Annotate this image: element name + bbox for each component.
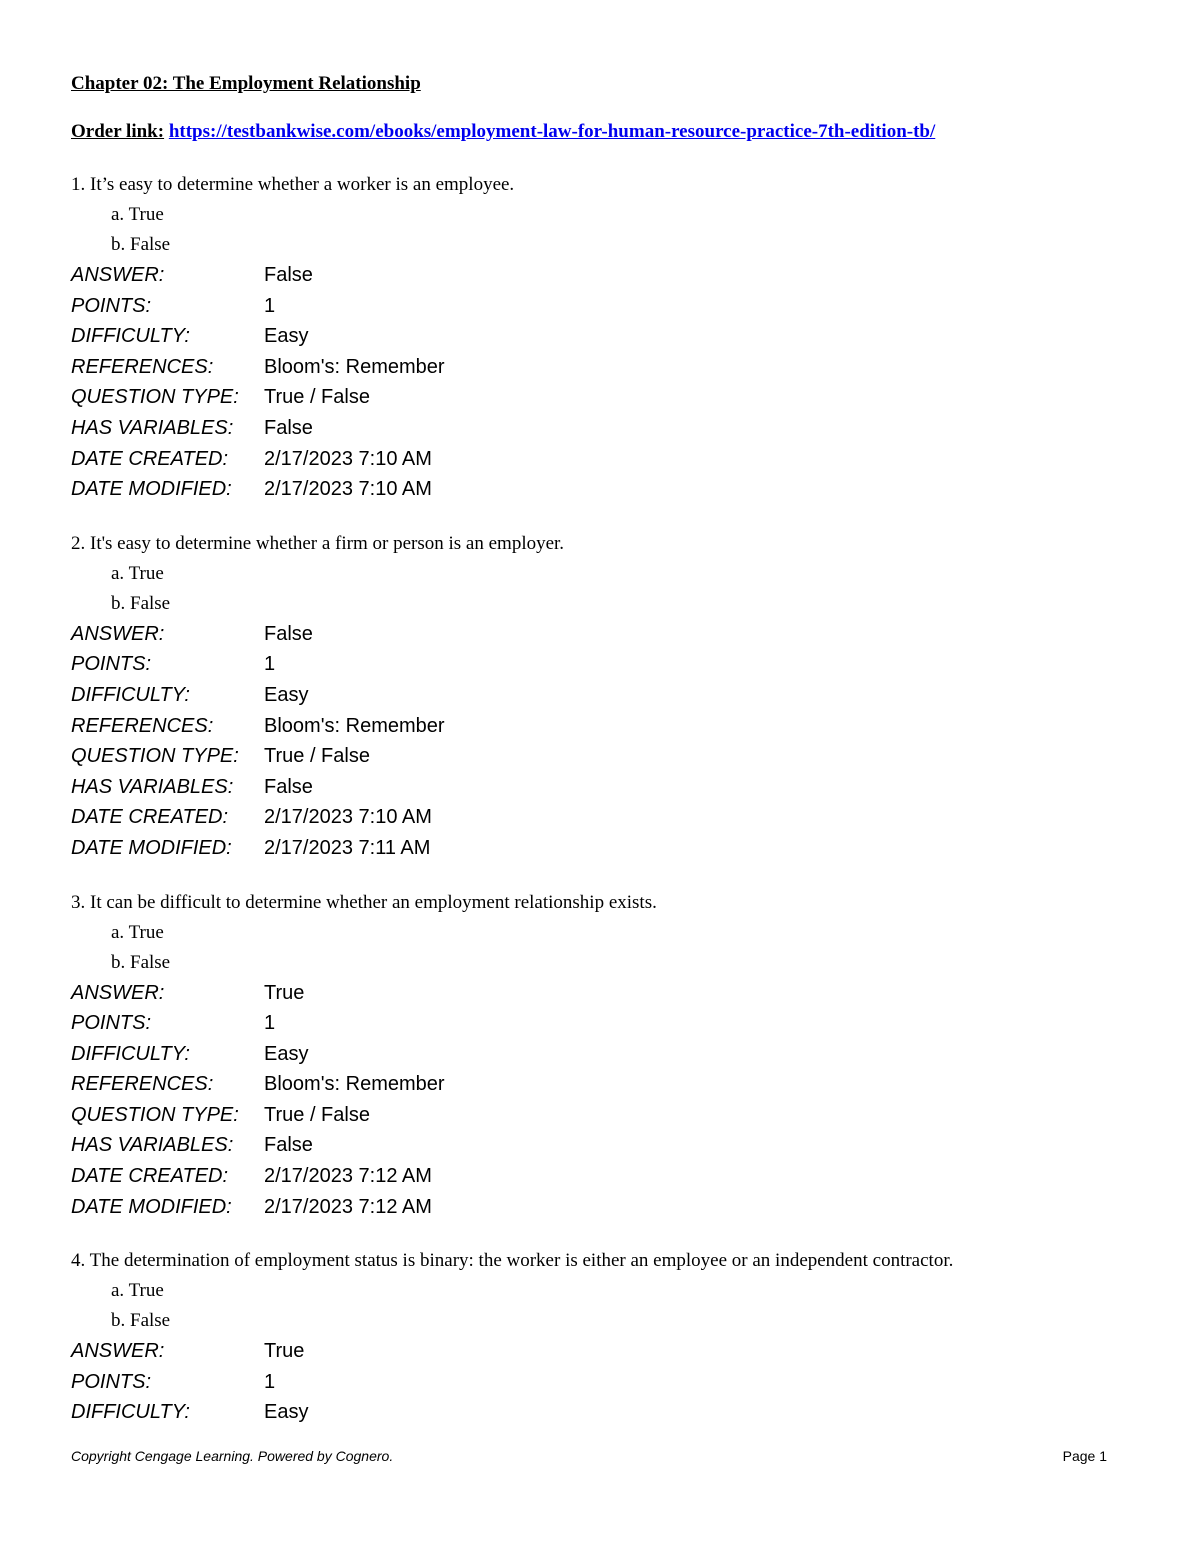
points-row bbox=[71, 1008, 1131, 1039]
difficulty-row bbox=[71, 680, 1131, 711]
points-value: 1 bbox=[264, 653, 276, 676]
date-modified-row bbox=[71, 833, 1131, 864]
has-variables-value: False bbox=[264, 416, 313, 439]
answer-label: ANSWER: bbox=[71, 981, 165, 1004]
question-text: 1. It’s easy to determine whether a worker is an employee. bbox=[71, 174, 515, 195]
question-type-value: True / False bbox=[264, 386, 370, 409]
date-created-label: DATE CREATED: bbox=[71, 806, 229, 829]
date-created-label: DATE CREATED: bbox=[71, 1165, 229, 1188]
page-footer bbox=[71, 1446, 1107, 1466]
points-label: POINTS: bbox=[71, 1370, 152, 1393]
option-true: a. True bbox=[111, 562, 164, 584]
date-modified-label: DATE MODIFIED: bbox=[71, 1195, 232, 1218]
answer-row bbox=[71, 1336, 1131, 1367]
difficulty-value: Easy bbox=[264, 683, 309, 706]
points-value: 1 bbox=[264, 294, 276, 317]
page-number: Page 1 bbox=[1062, 1448, 1107, 1464]
references-label: REFERENCES: bbox=[71, 1073, 214, 1096]
date-modified-value: 2/17/2023 7:12 AM bbox=[264, 1195, 432, 1218]
date-created-row bbox=[71, 1161, 1131, 1192]
references-row bbox=[71, 1069, 1131, 1100]
references-value: Bloom's: Remember bbox=[264, 1073, 445, 1096]
option-false: b. False bbox=[111, 592, 171, 614]
points-row bbox=[71, 649, 1131, 680]
difficulty-label: DIFFICULTY: bbox=[71, 1042, 190, 1065]
points-value: 1 bbox=[264, 1012, 276, 1035]
order-link[interactable]: https://testbankwise.com/ebooks/employment-law-for-human-resource-practice-7th-edition-tb/ bbox=[168, 121, 936, 142]
option-true: a. True bbox=[111, 1280, 164, 1302]
answer-value: True bbox=[264, 981, 305, 1004]
difficulty-label: DIFFICULTY: bbox=[71, 683, 190, 706]
has-variables-row bbox=[71, 413, 1131, 444]
document-page bbox=[71, 70, 1131, 1428]
has-variables-value: False bbox=[264, 1134, 313, 1157]
points-row bbox=[71, 1367, 1131, 1398]
answer-row bbox=[71, 619, 1131, 650]
answer-value: False bbox=[264, 622, 313, 645]
question-type-value: True / False bbox=[264, 1103, 370, 1126]
answer-value: False bbox=[264, 264, 313, 286]
references-label: REFERENCES: bbox=[71, 355, 214, 378]
date-created-row bbox=[71, 802, 1131, 833]
question-type-row bbox=[71, 382, 1131, 413]
option-false: b. False bbox=[111, 234, 171, 255]
references-row bbox=[71, 711, 1131, 742]
order-link-label: Order link: bbox=[71, 121, 165, 142]
date-created-value: 2/17/2023 7:10 AM bbox=[264, 806, 432, 829]
date-modified-value: 2/17/2023 7:11 AM bbox=[264, 836, 431, 859]
difficulty-label: DIFFICULTY: bbox=[71, 1401, 190, 1424]
references-label: REFERENCES: bbox=[71, 714, 214, 737]
difficulty-label: DIFFICULTY: bbox=[71, 325, 190, 348]
references-value: Bloom's: Remember bbox=[264, 355, 445, 378]
date-modified-label: DATE MODIFIED: bbox=[71, 478, 232, 501]
question-type-label: QUESTION TYPE: bbox=[71, 386, 239, 409]
difficulty-value: Easy bbox=[264, 1401, 309, 1424]
answer-label: ANSWER: bbox=[71, 264, 165, 286]
question-2 bbox=[71, 529, 1131, 864]
points-label: POINTS: bbox=[71, 1012, 152, 1035]
date-modified-value: 2/17/2023 7:10 AM bbox=[264, 478, 432, 501]
question-type-label: QUESTION TYPE: bbox=[71, 1103, 239, 1126]
answer-row bbox=[71, 978, 1131, 1009]
date-modified-row bbox=[71, 1192, 1131, 1223]
has-variables-label: HAS VARIABLES: bbox=[71, 775, 234, 798]
difficulty-value: Easy bbox=[264, 1042, 309, 1065]
difficulty-value: Easy bbox=[264, 325, 309, 348]
references-value: Bloom's: Remember bbox=[264, 714, 445, 737]
order-line bbox=[71, 118, 1131, 146]
date-modified-row bbox=[71, 474, 1131, 505]
date-created-label: DATE CREATED: bbox=[71, 447, 229, 470]
question-text: 2. It's easy to determine whether a firm or person is an employer. bbox=[71, 532, 565, 554]
has-variables-label: HAS VARIABLES: bbox=[71, 1134, 234, 1157]
answer-label: ANSWER: bbox=[71, 1340, 165, 1363]
question-3 bbox=[71, 888, 1131, 1223]
question-type-row bbox=[71, 1100, 1131, 1131]
question-type-row bbox=[71, 741, 1131, 772]
question-type-value: True / False bbox=[264, 745, 370, 768]
question-type-label: QUESTION TYPE: bbox=[71, 745, 239, 768]
references-row bbox=[71, 352, 1131, 383]
copyright-notice: Copyright Cengage Learning. Powered by Cognero. bbox=[71, 1448, 394, 1464]
points-value: 1 bbox=[264, 1370, 276, 1393]
date-created-value: 2/17/2023 7:12 AM bbox=[264, 1165, 432, 1188]
has-variables-label: HAS VARIABLES: bbox=[71, 416, 234, 439]
option-true: a. True bbox=[111, 921, 164, 943]
difficulty-row bbox=[71, 1397, 1131, 1428]
option-false: b. False bbox=[111, 951, 171, 973]
option-false: b. False bbox=[111, 1310, 171, 1332]
date-modified-label: DATE MODIFIED: bbox=[71, 836, 232, 859]
difficulty-row bbox=[71, 1039, 1131, 1070]
question-text: 3. It can be difficult to determine whether an employment relationship exists. bbox=[71, 891, 657, 913]
question-4 bbox=[71, 1246, 1131, 1428]
answer-value: True bbox=[264, 1340, 305, 1363]
question-text: 4. The determination of employment status is binary: the worker is either an employee or an independent contractor. bbox=[71, 1250, 954, 1272]
points-label: POINTS: bbox=[71, 294, 152, 317]
difficulty-row bbox=[71, 321, 1131, 352]
chapter-title: Chapter 02: The Employment Relationship bbox=[71, 73, 421, 94]
option-true: a. True bbox=[111, 204, 164, 225]
points-label: POINTS: bbox=[71, 653, 152, 676]
date-created-value: 2/17/2023 7:10 AM bbox=[264, 447, 432, 470]
points-row bbox=[71, 291, 1131, 322]
answer-row bbox=[71, 260, 1131, 291]
answer-label: ANSWER: bbox=[71, 622, 165, 645]
has-variables-value: False bbox=[264, 775, 313, 798]
has-variables-row bbox=[71, 772, 1131, 803]
question-1 bbox=[71, 170, 1131, 505]
has-variables-row bbox=[71, 1130, 1131, 1161]
date-created-row bbox=[71, 444, 1131, 475]
